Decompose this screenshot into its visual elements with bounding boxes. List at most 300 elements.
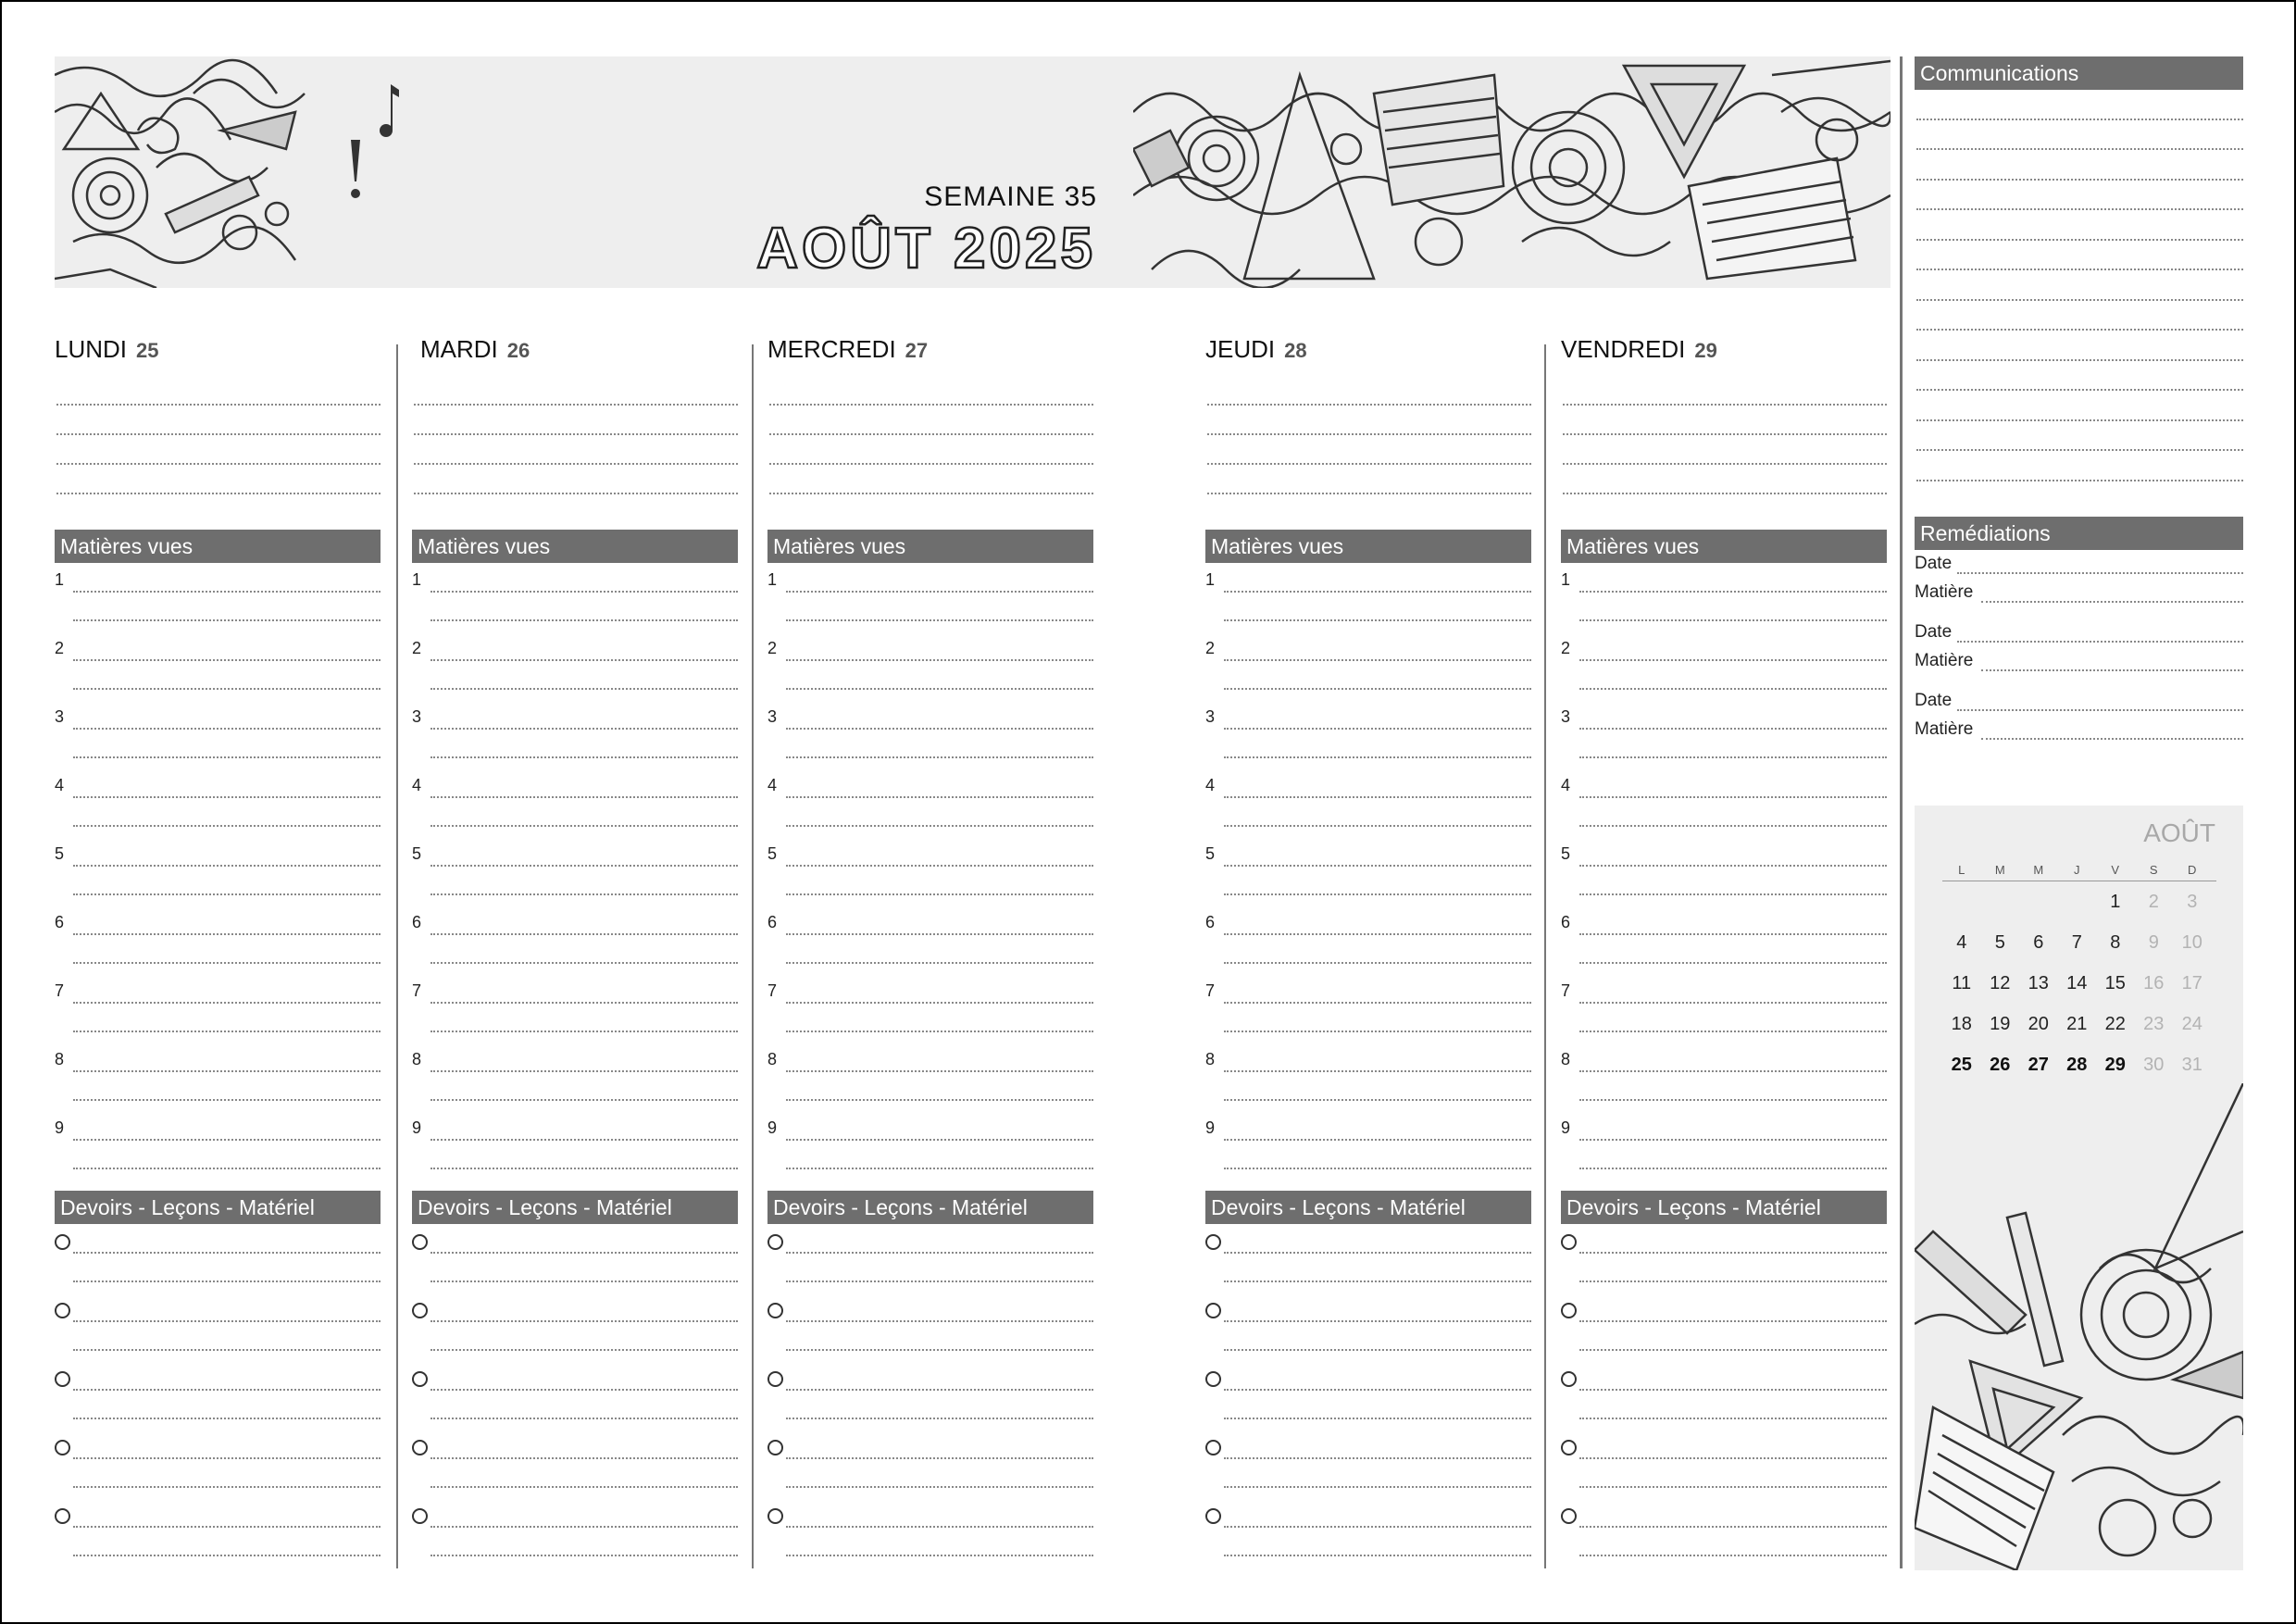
entry-line[interactable]	[1224, 1555, 1531, 1556]
checkbox-circle-icon[interactable]	[1205, 1234, 1221, 1250]
checkbox-circle-icon[interactable]	[1205, 1508, 1221, 1524]
entry-line[interactable]	[1224, 1389, 1531, 1391]
note-line[interactable]	[414, 406, 738, 435]
entry-line[interactable]	[430, 659, 738, 661]
note-line[interactable]	[414, 465, 738, 494]
entry-line[interactable]	[1579, 933, 1887, 935]
remediation-date-line[interactable]	[1957, 709, 2243, 711]
entry-number: 2	[55, 639, 65, 657]
entry-line[interactable]	[73, 1070, 381, 1072]
entry-line[interactable]	[786, 865, 1093, 867]
entry-line[interactable]	[1579, 591, 1887, 593]
entry-line[interactable]	[1224, 796, 1531, 798]
entry-number: 3	[1205, 707, 1216, 726]
entry-number: 2	[767, 639, 778, 657]
entry-number: 1	[767, 570, 778, 589]
checkbox-circle-icon[interactable]	[412, 1303, 428, 1318]
entry-line[interactable]	[1579, 1031, 1887, 1032]
entry-line[interactable]	[786, 1418, 1093, 1419]
checkbox-circle-icon[interactable]	[1561, 1303, 1577, 1318]
entry-line[interactable]	[73, 1349, 381, 1351]
entry-line[interactable]	[73, 1252, 381, 1254]
calendar-week-row	[1942, 963, 2216, 1004]
day-header	[767, 335, 1093, 376]
checkbox-circle-icon[interactable]	[412, 1440, 428, 1455]
calendar-weekday: L	[1958, 863, 1965, 877]
checkbox-circle-icon[interactable]	[1205, 1303, 1221, 1318]
entry-line[interactable]	[73, 659, 381, 661]
note-line[interactable]	[56, 435, 381, 465]
entry-number: 4	[55, 776, 65, 794]
calendar-day: 28	[2066, 1054, 2088, 1075]
calendar-month: AOÛT	[2143, 818, 2215, 847]
entry-line[interactable]	[1224, 756, 1531, 758]
entry-line[interactable]	[430, 796, 738, 798]
entry-line[interactable]	[73, 1168, 381, 1169]
entry-line[interactable]	[1579, 962, 1887, 964]
calendar-day: 12	[1990, 972, 2011, 993]
subject-entry	[55, 631, 381, 700]
entry-number: 4	[1561, 776, 1571, 794]
note-line[interactable]	[1207, 406, 1531, 435]
calendar-day: 14	[2066, 972, 2088, 993]
entry-line[interactable]	[786, 796, 1093, 798]
column-separator	[752, 344, 754, 1568]
entry-line[interactable]	[73, 1418, 381, 1419]
entry-line[interactable]	[430, 619, 738, 621]
checkbox-circle-icon[interactable]	[55, 1371, 70, 1387]
calendar-day: 27	[2028, 1054, 2049, 1075]
entry-line[interactable]	[430, 1526, 738, 1528]
remediation-subject-row	[1915, 579, 2243, 607]
homework-entry	[412, 1498, 738, 1567]
note-line[interactable]	[1207, 435, 1531, 465]
entry-line[interactable]	[73, 962, 381, 964]
communication-line[interactable]	[1916, 270, 2243, 301]
communication-line[interactable]	[1916, 421, 2243, 452]
entry-line[interactable]	[1579, 825, 1887, 827]
entry-number: 3	[1561, 707, 1571, 726]
entry-number: 1	[1205, 570, 1216, 589]
entry-line[interactable]	[430, 688, 738, 690]
entry-line[interactable]	[786, 1320, 1093, 1322]
note-line[interactable]	[1563, 435, 1887, 465]
entry-line[interactable]	[430, 1418, 738, 1419]
entry-line[interactable]	[786, 591, 1093, 593]
homework-entry	[767, 1430, 1093, 1498]
calendar-day: 3	[2187, 891, 2198, 912]
entry-line[interactable]	[786, 728, 1093, 730]
column-separator	[1544, 344, 1546, 1568]
entry-line[interactable]	[1579, 1280, 1887, 1282]
subject-entry	[1561, 631, 1887, 700]
entry-line[interactable]	[1224, 1349, 1531, 1351]
entry-line[interactable]	[430, 1555, 738, 1556]
calendar-day: 2	[2148, 891, 2159, 912]
note-line[interactable]	[414, 435, 738, 465]
entry-line[interactable]	[1224, 591, 1531, 593]
subjects-section-bar: Matières vues	[1205, 530, 1531, 563]
checkbox-circle-icon[interactable]	[767, 1440, 783, 1455]
entry-line[interactable]	[786, 1031, 1093, 1032]
day-number: 26	[506, 339, 530, 362]
entry-line[interactable]	[73, 825, 381, 827]
remediation-subject-row	[1915, 716, 2243, 744]
checkbox-circle-icon[interactable]	[767, 1508, 783, 1524]
entry-line[interactable]	[786, 1002, 1093, 1004]
remediation-date-label: Date	[1915, 553, 1953, 573]
entry-line[interactable]	[1579, 893, 1887, 895]
checkbox-circle-icon[interactable]	[55, 1508, 70, 1524]
entry-line[interactable]	[1224, 1031, 1531, 1032]
entry-line[interactable]	[1579, 865, 1887, 867]
entry-line[interactable]	[786, 1139, 1093, 1141]
entry-line[interactable]	[73, 1002, 381, 1004]
entry-line[interactable]	[430, 825, 738, 827]
note-line[interactable]	[414, 376, 738, 406]
communication-line[interactable]	[1916, 90, 2243, 120]
entry-line[interactable]	[786, 893, 1093, 895]
remediation-subject-line[interactable]	[1981, 669, 2243, 671]
note-line[interactable]	[1563, 376, 1887, 406]
day-header	[1561, 335, 1887, 376]
calendar-day: 18	[1951, 1013, 1972, 1034]
entry-line[interactable]	[73, 893, 381, 895]
entry-line[interactable]	[430, 728, 738, 730]
entry-line[interactable]	[1579, 1389, 1887, 1391]
entry-number: 7	[412, 981, 422, 1000]
communication-line[interactable]	[1916, 391, 2243, 421]
note-line[interactable]	[1563, 465, 1887, 494]
remediation-subject-label: Matière	[1915, 650, 1974, 670]
entry-line[interactable]	[430, 1389, 738, 1391]
entry-line[interactable]	[1579, 1139, 1887, 1141]
entry-line[interactable]	[430, 1168, 738, 1169]
entry-line[interactable]	[786, 1099, 1093, 1101]
entry-line[interactable]	[1224, 1280, 1531, 1282]
entry-line[interactable]	[73, 1555, 381, 1556]
entry-line[interactable]	[1579, 1457, 1887, 1459]
entry-number: 8	[767, 1050, 778, 1068]
entry-line[interactable]	[1224, 962, 1531, 964]
communication-line[interactable]	[1916, 181, 2243, 211]
entry-line[interactable]	[1579, 728, 1887, 730]
homework-section-bar: Devoirs - Leçons - Matériel	[767, 1191, 1093, 1224]
homework-entry	[1205, 1293, 1531, 1361]
homework-entry	[412, 1224, 738, 1293]
checkbox-circle-icon[interactable]	[412, 1234, 428, 1250]
entry-line[interactable]	[430, 1280, 738, 1282]
entry-line[interactable]	[1224, 659, 1531, 661]
entry-line[interactable]	[1224, 1457, 1531, 1459]
entry-line[interactable]	[73, 1099, 381, 1101]
entry-line[interactable]	[73, 1389, 381, 1391]
entry-line[interactable]	[73, 1486, 381, 1488]
entry-number: 9	[412, 1118, 422, 1137]
subject-entry	[1205, 631, 1531, 700]
day-column-tuesday	[412, 335, 738, 1567]
remediation-date-row	[1915, 550, 2243, 579]
entry-line[interactable]	[786, 1555, 1093, 1556]
entry-line[interactable]	[1579, 619, 1887, 621]
communication-line[interactable]	[1916, 451, 2243, 481]
entry-line[interactable]	[1579, 1099, 1887, 1101]
entry-line[interactable]	[1579, 756, 1887, 758]
subjects-section-bar: Matières vues	[55, 530, 381, 563]
entry-line[interactable]	[73, 688, 381, 690]
entry-line[interactable]	[1579, 796, 1887, 798]
subjects-list	[412, 563, 738, 1180]
subject-entry	[412, 906, 738, 974]
entry-line[interactable]	[786, 1168, 1093, 1169]
communication-line[interactable]	[1916, 120, 2243, 151]
homework-list	[1205, 1224, 1531, 1567]
entry-line[interactable]	[430, 756, 738, 758]
entry-line[interactable]	[430, 1031, 738, 1032]
subject-entry	[767, 768, 1093, 837]
entry-line[interactable]	[1579, 1349, 1887, 1351]
entry-line[interactable]	[1579, 1526, 1887, 1528]
homework-section-bar: Devoirs - Leçons - Matériel	[55, 1191, 381, 1224]
entry-line[interactable]	[73, 591, 381, 593]
entry-line[interactable]	[1224, 933, 1531, 935]
entry-line[interactable]	[786, 1252, 1093, 1254]
calendar-week-row	[1942, 881, 2216, 922]
entry-line[interactable]	[1579, 1320, 1887, 1322]
entry-line[interactable]	[1224, 825, 1531, 827]
homework-entry	[1205, 1224, 1531, 1293]
day-column-monday	[55, 335, 381, 1567]
communication-line[interactable]	[1916, 361, 2243, 392]
entry-line[interactable]	[1224, 1486, 1531, 1488]
calendar-weekday-header	[1942, 863, 2216, 881]
entry-number: 7	[1561, 981, 1571, 1000]
homework-entry	[767, 1361, 1093, 1430]
subject-entry	[767, 906, 1093, 974]
entry-line[interactable]	[1579, 1555, 1887, 1556]
entry-line[interactable]	[73, 619, 381, 621]
checkbox-circle-icon[interactable]	[1561, 1371, 1577, 1387]
subject-entry	[767, 1111, 1093, 1180]
checkbox-circle-icon[interactable]	[767, 1234, 783, 1250]
note-line[interactable]	[56, 376, 381, 406]
entry-line[interactable]	[786, 825, 1093, 827]
checkbox-circle-icon[interactable]	[55, 1234, 70, 1250]
calendar-day: 19	[1990, 1013, 2011, 1034]
entry-line[interactable]	[786, 1457, 1093, 1459]
entry-number: 3	[412, 707, 422, 726]
entry-number: 9	[767, 1118, 778, 1137]
remediation-subject-line[interactable]	[1981, 738, 2243, 740]
subject-entry	[55, 563, 381, 631]
homework-list	[412, 1224, 738, 1567]
entry-line[interactable]	[1224, 619, 1531, 621]
entry-number: 9	[1561, 1118, 1571, 1137]
entry-number: 6	[55, 913, 65, 931]
entry-line[interactable]	[1224, 865, 1531, 867]
entry-line[interactable]	[786, 933, 1093, 935]
checkbox-circle-icon[interactable]	[1205, 1440, 1221, 1455]
entry-line[interactable]	[430, 1486, 738, 1488]
entry-line[interactable]	[786, 1349, 1093, 1351]
entry-line[interactable]	[73, 1280, 381, 1282]
subject-entry	[412, 837, 738, 906]
entry-line[interactable]	[1224, 1168, 1531, 1169]
note-line[interactable]	[769, 435, 1093, 465]
communication-line[interactable]	[1916, 210, 2243, 241]
header-banner	[55, 56, 1890, 288]
checkbox-circle-icon[interactable]	[767, 1303, 783, 1318]
entry-line[interactable]	[1224, 1002, 1531, 1004]
entry-line[interactable]	[1579, 1252, 1887, 1254]
note-line[interactable]	[769, 406, 1093, 435]
note-line[interactable]	[1563, 406, 1887, 435]
entry-line[interactable]	[1224, 728, 1531, 730]
entry-line[interactable]	[430, 1320, 738, 1322]
entry-line[interactable]	[73, 1320, 381, 1322]
entry-line[interactable]	[430, 893, 738, 895]
entry-line[interactable]	[1579, 1168, 1887, 1169]
subject-entry	[767, 563, 1093, 631]
entry-line[interactable]	[73, 1457, 381, 1459]
checkbox-circle-icon[interactable]	[1561, 1508, 1577, 1524]
day-header	[1205, 335, 1531, 376]
entry-line[interactable]	[430, 1139, 738, 1141]
entry-line[interactable]	[430, 1002, 738, 1004]
subject-entry	[1561, 837, 1887, 906]
checkbox-circle-icon[interactable]	[412, 1371, 428, 1387]
communication-line[interactable]	[1916, 301, 2243, 331]
entry-line[interactable]	[1579, 659, 1887, 661]
remediation-date-row	[1915, 618, 2243, 647]
entry-line[interactable]	[73, 728, 381, 730]
calendar-day: 7	[2071, 931, 2082, 953]
entry-line[interactable]	[430, 1349, 738, 1351]
entry-line[interactable]	[430, 1252, 738, 1254]
entry-line[interactable]	[73, 1139, 381, 1141]
homework-entry	[1561, 1224, 1887, 1293]
entry-line[interactable]	[786, 688, 1093, 690]
remediations-list	[1915, 550, 2243, 744]
entry-line[interactable]	[786, 1526, 1093, 1528]
entry-line[interactable]	[786, 1486, 1093, 1488]
checkbox-circle-icon[interactable]	[412, 1508, 428, 1524]
calendar-day: 4	[1956, 931, 1967, 953]
subjects-list	[1561, 563, 1887, 1180]
note-line[interactable]	[769, 465, 1093, 494]
subject-entry	[55, 906, 381, 974]
subject-entry	[1561, 906, 1887, 974]
entry-line[interactable]	[1579, 1418, 1887, 1419]
entry-line[interactable]	[73, 1526, 381, 1528]
entry-line[interactable]	[73, 933, 381, 935]
checkbox-circle-icon[interactable]	[767, 1371, 783, 1387]
column-separator	[396, 344, 398, 1568]
entry-line[interactable]	[1224, 1252, 1531, 1254]
entry-line[interactable]	[430, 865, 738, 867]
entry-number: 8	[1205, 1050, 1216, 1068]
entry-line[interactable]	[1579, 1002, 1887, 1004]
entry-line[interactable]	[1224, 1526, 1531, 1528]
note-line[interactable]	[769, 376, 1093, 406]
entry-line[interactable]	[1579, 1486, 1887, 1488]
entry-line[interactable]	[786, 962, 1093, 964]
entry-line[interactable]	[1224, 688, 1531, 690]
subject-entry	[767, 700, 1093, 768]
remediation-subject-line[interactable]	[1981, 601, 2243, 603]
entry-line[interactable]	[430, 591, 738, 593]
entry-line[interactable]	[430, 962, 738, 964]
calendar-day: 20	[2028, 1013, 2049, 1034]
checkbox-circle-icon[interactable]	[55, 1440, 70, 1455]
entry-line[interactable]	[786, 1389, 1093, 1391]
entry-line[interactable]	[73, 1031, 381, 1032]
entry-line[interactable]	[1224, 1139, 1531, 1141]
communication-line[interactable]	[1916, 241, 2243, 271]
calendar-week-row	[1942, 922, 2216, 963]
subject-entry	[1561, 768, 1887, 837]
entry-line[interactable]	[1224, 1418, 1531, 1419]
entry-line[interactable]	[1224, 1320, 1531, 1322]
subject-entry	[412, 700, 738, 768]
entry-line[interactable]	[1579, 688, 1887, 690]
remediation-date-line[interactable]	[1957, 572, 2243, 574]
checkbox-circle-icon[interactable]	[1205, 1371, 1221, 1387]
entry-number: 8	[55, 1050, 65, 1068]
checkbox-circle-icon[interactable]	[55, 1303, 70, 1318]
subjects-list	[1205, 563, 1531, 1180]
entry-line[interactable]	[430, 1099, 738, 1101]
note-line[interactable]	[56, 406, 381, 435]
entry-line[interactable]	[1224, 1070, 1531, 1072]
entry-line[interactable]	[786, 659, 1093, 661]
entry-line[interactable]	[430, 1070, 738, 1072]
checkbox-circle-icon[interactable]	[1561, 1234, 1577, 1250]
calendar-day: 1	[2110, 891, 2121, 912]
entry-line[interactable]	[786, 756, 1093, 758]
homework-entry	[55, 1498, 381, 1567]
subject-entry	[1205, 563, 1531, 631]
checkbox-circle-icon[interactable]	[1561, 1440, 1577, 1455]
note-line[interactable]	[1207, 465, 1531, 494]
entry-line[interactable]	[786, 1280, 1093, 1282]
entry-line[interactable]	[786, 1070, 1093, 1072]
entry-line[interactable]	[430, 1457, 738, 1459]
week-label: SEMAINE 35	[924, 181, 1097, 212]
entry-line[interactable]	[73, 796, 381, 798]
entry-line[interactable]	[430, 933, 738, 935]
entry-line[interactable]	[73, 865, 381, 867]
note-line[interactable]	[1207, 376, 1531, 406]
homework-entry	[55, 1224, 381, 1293]
entry-number: 7	[1205, 981, 1216, 1000]
homework-section-bar: Devoirs - Leçons - Matériel	[1561, 1191, 1887, 1224]
entry-line[interactable]	[1579, 1070, 1887, 1072]
communications-lines	[1915, 90, 2243, 481]
entry-line[interactable]	[786, 619, 1093, 621]
communication-line[interactable]	[1916, 150, 2243, 181]
homework-entry	[1561, 1430, 1887, 1498]
entry-line[interactable]	[73, 756, 381, 758]
entry-line[interactable]	[1224, 1099, 1531, 1101]
entry-line[interactable]	[1224, 893, 1531, 895]
communication-line[interactable]	[1916, 331, 2243, 361]
remediation-date-line[interactable]	[1957, 641, 2243, 643]
calendar-day: 29	[2104, 1054, 2126, 1075]
entry-number: 5	[55, 844, 65, 863]
note-line[interactable]	[56, 465, 381, 494]
calendar-day: 6	[2033, 931, 2044, 953]
